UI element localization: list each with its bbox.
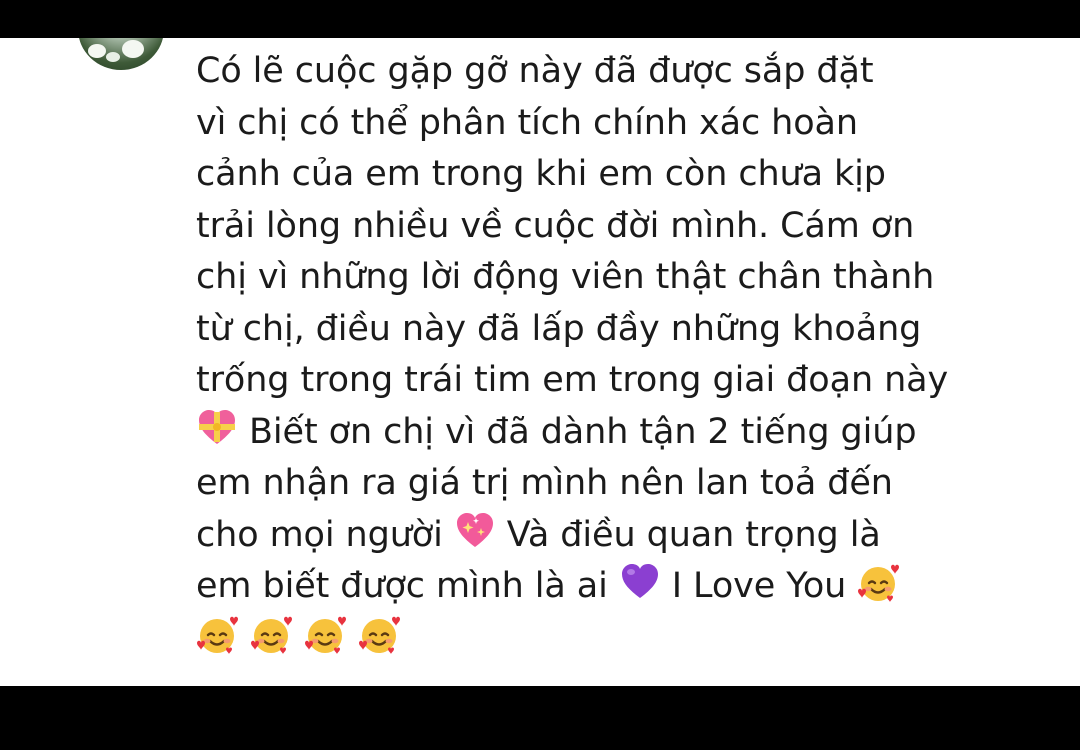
purple-heart-icon (619, 561, 661, 603)
smiling-face-with-hearts-icon (857, 561, 899, 603)
smiling-face-with-hearts-icon (196, 613, 238, 655)
bottom-black-bar (0, 686, 1080, 750)
comment-line (196, 407, 1056, 459)
smiling-face-with-hearts-icon (358, 613, 400, 655)
comment-content (0, 38, 1080, 686)
comment-line: chị vì những lời động viên thật chân thành (196, 257, 935, 297)
top-black-bar (0, 0, 1080, 38)
comment-line-text: Và điều quan trọng là (495, 514, 881, 555)
comment-line (196, 613, 1056, 665)
comment-line (196, 561, 1056, 613)
comment-line: Có lẽ cuộc gặp gỡ này đã được sắp đặt (196, 51, 874, 91)
comment-line: từ chị, điều này đã lấp đầy những khoảng (196, 308, 922, 349)
heart-with-ribbon-icon (196, 407, 238, 449)
smiling-face-with-hearts-icon (304, 613, 346, 655)
comment-line: trống trong trái tim em trong giai đoạn này (196, 360, 949, 400)
comment-line: em nhận ra giá trị mình nên lan toả đến (196, 463, 893, 503)
comment-line (196, 510, 1056, 562)
comment-line-text: I Love You (660, 566, 858, 606)
avatar[interactable] (78, 38, 164, 70)
comment-line-text: cho mọi người (196, 514, 454, 555)
comment-line: trải lòng nhiều về cuộc đời mình. Cám ơn (196, 205, 915, 246)
comment-line: vì chị có thể phân tích chính xác hoàn (196, 102, 858, 143)
smiling-face-with-hearts-icon (250, 613, 292, 655)
comment-line-text: Biết ơn chị vì đã dành tận 2 tiếng giúp (238, 411, 917, 452)
comment-line-text: em biết được mình là ai (196, 566, 619, 606)
comment-text (196, 46, 1056, 664)
comment-line: cảnh của em trong khi em còn chưa kịp (196, 154, 886, 194)
sparkling-heart-icon (454, 510, 496, 552)
